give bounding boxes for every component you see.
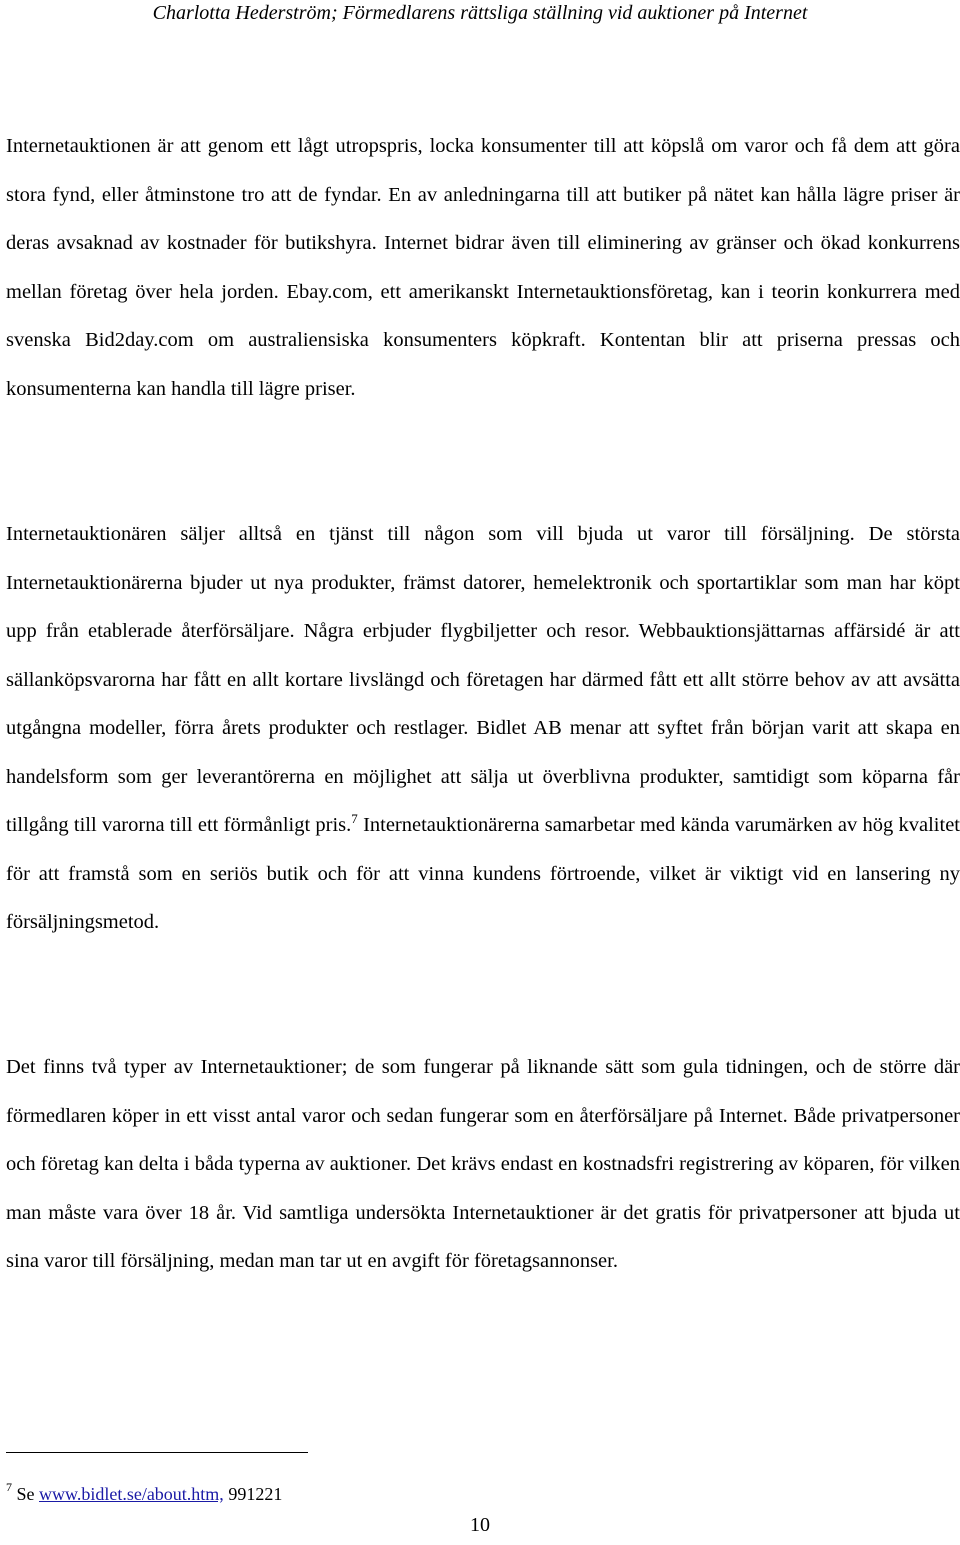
paragraph-2 [6, 510, 960, 947]
footnote-prefix: Se [16, 1484, 35, 1504]
paragraph-1: Internetauktionen är att genom ett lågt utropspris, locka konsumenter till att köpslå om varor och få dem att göra stora fynd, eller åtminstone tro att de fyndar. En av anledningarna till att butiker på nätet kan hålla lägre priser är deras avsaknad av kostnader för butikshyra. Internet bidrar även till eliminering av gränser och ökad konkurrens mellan företag över hela jorden. Ebay.com, ett amerikanskt Internetauktionsföretag, kan i teorin konkurrera med svenska Bid2day.com om australiensiska konsumenters köpkraft. Kontentan blir att priserna pressas och konsumenterna kan handla till lägre priser. [6, 135, 960, 400]
page-number: 10 [470, 1514, 490, 1536]
paragraph-2-text-b: Internetauktionärerna samarbetar med kända varumärken av hög kvalitet för att framstå som en seriös butik och för att vinna kundens förtroende, vilket är viktigt vid en lansering ny försäljningsmetod. [6, 814, 960, 933]
footnote-separator [6, 1452, 308, 1453]
paragraph-2-text-a: Internetauktionären säljer alltså en tjänst till någon som vill bjuda ut varor till försäljning. De största Internetauktionärerna bjuder ut nya produkter, främst datorer, hemelektronik och sportartiklar som man har köpt upp från etablerade återförsäljare. Några erbjuder flygbiljetter och resor. Webbauktionsjättarnas affärsidé är att sällanköpsvarorna har fått en allt kortare livslängd och företagen har därmed fått ett allt större behov av att avsätta utgångna modeller, förra årets produkter och restlager. Bidlet AB menar att syftet från början varit att skapa en handelsform som ger leverantörerna en möjlighet att sälja ut överblivna produkter, samtidigt som köparna får tillgång till varorna till ett förmånligt pris. [6, 523, 960, 836]
footnote-number: 7 [6, 1480, 12, 1494]
footnote-date: 991221 [228, 1484, 283, 1504]
paragraph-3: Det finns två typer av Internetauktioner; de som fungerar på liknande sätt som gula tidningen, och de större där förmedlaren köper in ett visst antal varor och sedan fungerar som en återförsäljare på Internet. Både privatpersoner och företag kan delta i båda typerna av auktioner. Det krävs endast en kostnadsfri registrering av köparen, för vilken man måste vara över 18 år. Vid samtliga undersökta Internetauktioner är det gratis för privatpersoner att bjuda ut sina varor till försäljning, medan man tar ut en avgift för företagsannonser. [6, 1056, 960, 1272]
footnote [6, 1482, 282, 1506]
footnote-reference[interactable]: 7 [351, 811, 358, 826]
running-header: Charlotta Hederström; Förmedlarens rättsliga ställning vid auktioner på Internet [152, 2, 808, 24]
footnote-link[interactable]: www.bidlet.se/about.htm, [39, 1484, 224, 1504]
